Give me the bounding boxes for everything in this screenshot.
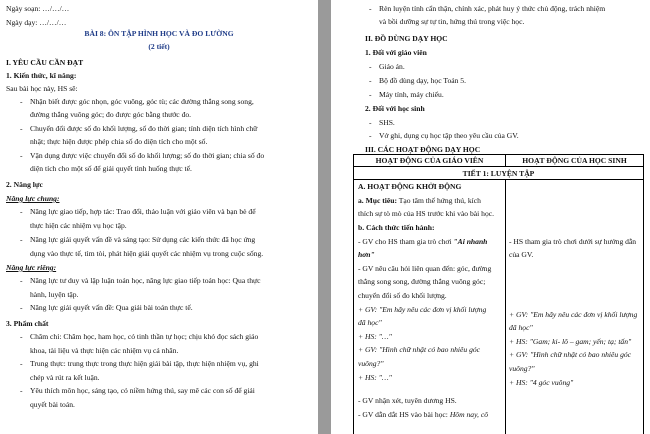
paragraph: SHS. bbox=[379, 118, 395, 127]
bullet-dash: - bbox=[369, 62, 372, 71]
section-heading: I. YÊU CẦU CẦN ĐẠT bbox=[6, 58, 84, 67]
table-border bbox=[353, 166, 644, 167]
paragraph: Chăm chỉ: Chăm học, ham học, có tinh thần tự học; chịu khó đọc sách giáo bbox=[30, 332, 259, 341]
paragraph: Sau bài học này, HS sẽ: bbox=[6, 84, 78, 93]
paragraph: nhật; thực hiện được phép chia số đo diện tích cho một số. bbox=[30, 137, 208, 146]
table-cell-text: của GV. bbox=[509, 250, 534, 259]
table-cell-text: thích sự tò mò của HS trước khi vào bài học. bbox=[358, 209, 495, 218]
table-cell-text: vuông?" bbox=[358, 359, 384, 368]
table-cell-text bbox=[358, 237, 487, 246]
game-name-cont: hơn" bbox=[358, 250, 375, 259]
paragraph: thực hiện các nhiệm vụ học tập. bbox=[30, 221, 127, 230]
table-cell-text: + GV: "Em hãy nêu các đơn vị khối lượng bbox=[358, 305, 487, 314]
bullet-dash: - bbox=[20, 276, 23, 285]
subheading: Năng lực chung: bbox=[6, 194, 60, 203]
section-heading: III. CÁC HOẠT ĐỘNG DẠY HỌC bbox=[365, 145, 481, 154]
bullet-dash: - bbox=[20, 97, 23, 106]
paragraph: đường thẳng vuông góc; đo được góc bằng thước đo. bbox=[30, 110, 192, 119]
paragraph: Vở ghi, dụng cụ học tập theo yêu cầu của GV. bbox=[379, 131, 519, 140]
bullet-dash: - bbox=[20, 332, 23, 341]
goal-text: Tạo tâm thế hứng thú, kích bbox=[397, 196, 481, 205]
table-cell-text: - HS tham gia trò chơi dưới sự hướng dẫn bbox=[509, 237, 637, 246]
prep-date: Ngày soạn: …/…/… bbox=[6, 4, 70, 13]
lesson-duration: (2 tiết) bbox=[148, 42, 170, 51]
table-border bbox=[353, 179, 644, 180]
table-cell-text: + HS: "4 góc vuông" bbox=[509, 378, 574, 387]
paragraph: dụng vào thực tế, tìm tòi, phát hiện giải quyết các nhiệm vụ trong cuộc sống. bbox=[30, 249, 264, 258]
bullet-dash: - bbox=[20, 235, 23, 244]
bullet-dash: - bbox=[20, 386, 23, 395]
paragraph: Nhận biết được góc nhọn, góc vuông, góc tù; các đường thẳng song song, bbox=[30, 97, 254, 106]
table-cell-text: + GV: "Hình chữ nhật có bao nhiêu góc bbox=[358, 345, 481, 354]
bullet-dash: - bbox=[369, 118, 372, 127]
table-cell-text bbox=[358, 196, 481, 205]
teach-date: Ngày dạy: …/…/… bbox=[6, 18, 67, 27]
paragraph: quyết bài toán. bbox=[30, 400, 75, 409]
paragraph: Rèn luyện tính cẩn thận, chính xác, phát huy ý thức chủ động, trách nhiệm bbox=[379, 4, 606, 13]
bullet-dash: - bbox=[20, 151, 23, 160]
section-heading: II. ĐỒ DÙNG DẠY HỌC bbox=[365, 34, 448, 43]
paragraph: Năng lực giao tiếp, hợp tác: Trao đổi, thảo luận với giáo viên và bạn bè để bbox=[30, 207, 256, 216]
paragraph: chép và rút ra kết luận. bbox=[30, 373, 100, 382]
document-page-left bbox=[0, 0, 318, 434]
subsection-heading: 2. Đối với học sinh bbox=[365, 104, 425, 113]
table-cell-text: + HS: "Gam; ki- lô – gam; yến; tạ; tấn" bbox=[509, 337, 632, 346]
bullet-dash: - bbox=[369, 76, 372, 85]
bullet-dash: - bbox=[369, 131, 372, 140]
table-cell-text: - GV nêu câu hỏi liên quan đến: góc, đường bbox=[358, 264, 492, 273]
table-header-student: HOẠT ĐỘNG CỦA HỌC SINH bbox=[522, 156, 627, 165]
paragraph: hành, luyện tập. bbox=[30, 290, 79, 299]
lead-in-quote: Hôm nay, cô bbox=[449, 410, 488, 419]
paragraph: Năng lực giải quyết vấn đề và sáng tạo: Sử dụng các kiến thức đã học ứng bbox=[30, 235, 256, 244]
paragraph: diện tích cho một số để giải quyết tình huống thực tế. bbox=[30, 164, 192, 173]
table-cell-text: + HS: "…" bbox=[358, 373, 392, 382]
table-border bbox=[353, 154, 354, 434]
table-cell-text: - GV nhận xét, tuyên dương HS. bbox=[358, 396, 457, 405]
lead-in: - GV dẫn dắt HS vào bài học: bbox=[358, 410, 450, 419]
table-cell-text: đã học" bbox=[509, 323, 533, 332]
table-cell-text bbox=[358, 410, 488, 419]
subheading: Năng lực riêng: bbox=[6, 263, 57, 272]
paragraph: và bồi dưỡng sự tự tin, hứng thú trong việc học. bbox=[379, 17, 525, 26]
paragraph: Yêu thích môn học, sáng tạo, có niềm hứng thú, say mê các con số để giải bbox=[30, 386, 255, 395]
paragraph: Chuyển đổi được số đo khối lượng, số đo thời gian; tính diện tích hình chữ bbox=[30, 124, 258, 133]
bullet-dash: - bbox=[20, 124, 23, 133]
table-cell-text: + GV: "Em hãy nêu các đơn vị khối lượng bbox=[509, 310, 638, 319]
subsection-heading: 2. Năng lực bbox=[6, 180, 43, 189]
bullet-dash: - bbox=[369, 90, 372, 99]
bullet-dash: - bbox=[369, 4, 372, 13]
game-name: "Ai nhanh bbox=[453, 237, 488, 246]
lesson-row-title: TIẾT 1: LUYỆN TẬP bbox=[462, 169, 535, 178]
game-intro: - GV cho HS tham gia trò chơi bbox=[358, 237, 454, 246]
table-cell-text: thẳng song song, đường thẳng vuông góc; bbox=[358, 277, 486, 286]
paragraph: Giáo án. bbox=[379, 62, 405, 71]
table-cell-text: đã học" bbox=[358, 318, 382, 327]
bullet-dash: - bbox=[20, 303, 23, 312]
table-cell-text: + HS: "…" bbox=[358, 332, 392, 341]
table-border bbox=[643, 154, 644, 434]
table-border bbox=[505, 179, 506, 434]
paragraph: Năng lực tư duy và lập luận toán học, năng lực giao tiếp toán học: Qua thực bbox=[30, 276, 261, 285]
lesson-title: BÀI 8: ÔN TẬP HÌNH HỌC VÀ ĐO LƯỜNG bbox=[84, 29, 234, 38]
table-border bbox=[353, 154, 644, 155]
document-page-right bbox=[331, 0, 650, 434]
table-cell-text: vuông?" bbox=[509, 364, 535, 373]
bullet-dash: - bbox=[20, 207, 23, 216]
paragraph: Trung thực: trung thực trong thực hiện giải bài tập, thực hiện nhiệm vụ, ghi bbox=[30, 359, 259, 368]
bullet-dash: - bbox=[20, 359, 23, 368]
paragraph: Bộ đồ dùng dạy, học Toán 5. bbox=[379, 76, 466, 85]
subsection-heading: 1. Đối với giáo viên bbox=[365, 48, 427, 57]
goal-label: a. Mục tiêu: bbox=[358, 196, 398, 205]
paragraph: khoa, tài liệu và thực hiện các nhiệm vụ cá nhân. bbox=[30, 346, 179, 355]
paragraph: Năng lực giải quyết vấn đề: Qua giải bài toán thực tế. bbox=[30, 303, 193, 312]
table-cell-text: + GV: "Hình chữ nhật có bao nhiêu góc bbox=[509, 350, 632, 359]
table-header-teacher: HOẠT ĐỘNG CỦA GIÁO VIÊN bbox=[375, 156, 484, 165]
subsection-heading: 3. Phẩm chất bbox=[6, 319, 49, 328]
table-cell-text: chuyển đổi số đo khối lượng. bbox=[358, 291, 447, 300]
subsection-heading: 1. Kiến thức, kĩ năng: bbox=[6, 71, 77, 80]
paragraph: Vận dụng được việc chuyển đổi số đo khối lượng; số đo thời gian; chia số đo bbox=[30, 151, 265, 160]
paragraph: Máy tính, máy chiếu. bbox=[379, 90, 444, 99]
method-heading: b. Cách thức tiến hành: bbox=[358, 223, 435, 232]
activity-heading: A. HOẠT ĐỘNG KHỞI ĐỘNG bbox=[358, 182, 462, 191]
